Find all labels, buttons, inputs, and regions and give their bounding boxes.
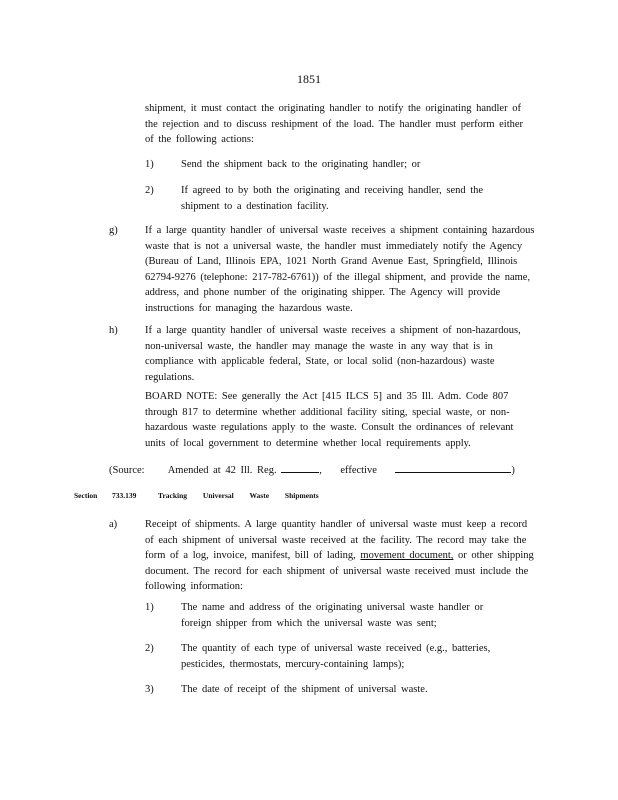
page-number: 1851 xyxy=(297,72,321,86)
paragraph-a xyxy=(145,517,537,595)
paragraph-g: If a large quantity handler of universal waste receives a shipment containing hazardous waste that is not a universal waste, the handler must immediately notify the Agency (Bureau of Land, Illinois EPA, 1021 North Grand Avenue East, Springfield, Illinois 62794-9276 (telephone: 217-782-6761)) of the illegal shipment, and provide the name, address, and phone number of the originating shipper. The Agency will provide instructions for managing the hazardous waste. xyxy=(145,225,535,314)
item-number: 2) xyxy=(145,643,154,654)
continuation-paragraph: shipment, it must contact the originating handler to notify the originating handler of the rejection and to discuss reshipment of the load. The handler must perform either of the following actions: xyxy=(145,103,524,146)
list-item: The date of receipt of the shipment of universal waste. xyxy=(181,684,428,695)
board-note: BOARD NOTE: See generally the Act [415 ILCS 5] and 35 Ill. Adm. Code 807 through 817 to determine whether additional facility siting, special waste, or non-hazardous waste regulations apply to the waste. Consult the ordinances of relevant units of local government to determine whether local requirements apply. xyxy=(145,391,514,449)
paragraph-label: h) xyxy=(109,325,118,336)
source-prefix: (Source: xyxy=(109,465,145,476)
underlined-insertion: movement document, xyxy=(360,550,454,562)
list-item: The quantity of each type of universal waste received (e.g., batteries, pesticides, thermostats, mercury-containing lamps); xyxy=(181,643,491,670)
effective-blank xyxy=(395,463,511,473)
paragraph-h: If a large quantity handler of universal waste receives a shipment of non-hazardous, non-universal waste, the handler may manage the waste in any way that is in compliance with applicable federal, State, or local solid (non-hazardous) waste regulations. xyxy=(145,325,521,383)
source-amended: Amended at 42 Ill. Reg. xyxy=(167,465,277,476)
source-close: ) xyxy=(511,465,515,476)
item-number: 1) xyxy=(145,159,154,170)
section-title: Tracking Universal Waste Shipments xyxy=(158,491,319,500)
source-comma: , xyxy=(319,465,322,476)
section-label: Section xyxy=(74,491,98,500)
item-number: 1) xyxy=(145,602,154,613)
paragraph-a-text: Receipt of shipments. A large quantity handler of universal waste must keep a record of each shipment of universal waste received at the facility. The record may take the form of a log, invoice, manifest, bill of lading, xyxy=(145,519,528,562)
list-item: Send the shipment back to the originating handler; or xyxy=(181,159,421,170)
paragraph-label: g) xyxy=(109,225,118,236)
item-number: 2) xyxy=(145,185,154,196)
reg-blank xyxy=(281,463,319,473)
list-item: If agreed to by both the originating and receiving handler, send the shipment to a destination facility. xyxy=(181,185,484,212)
source-note xyxy=(109,463,515,479)
list-item: The name and address of the originating universal waste handler or foreign shipper from which the universal waste was sent; xyxy=(181,602,484,629)
paragraph-label: a) xyxy=(109,519,118,530)
paragraph-a-text-end: or other shipping document. The record for each shipment of universal waste received must include the following information: xyxy=(145,550,534,593)
item-number: 3) xyxy=(145,684,154,695)
section-number: 733.139 xyxy=(112,491,137,500)
source-effective: effective xyxy=(340,465,377,476)
